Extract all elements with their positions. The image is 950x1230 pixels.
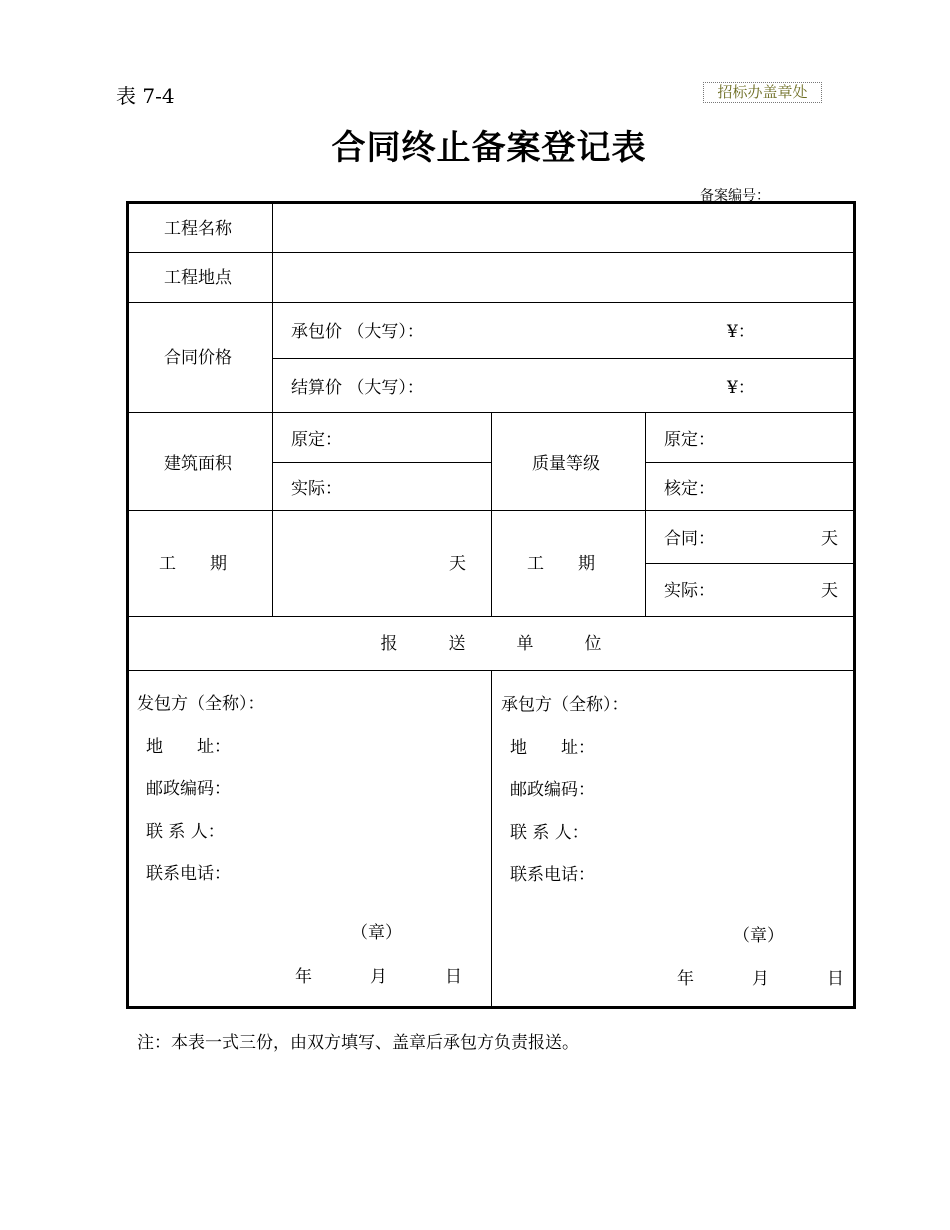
contractor-day: 日: [827, 969, 844, 989]
row-divider: [645, 462, 853, 463]
contractor-postcode-label: 邮政编码：: [510, 780, 595, 800]
row-divider: [272, 358, 853, 359]
owner-phone-label: 联系电话：: [146, 864, 231, 884]
settlement-amount-label: 结算价 （大写）：: [291, 378, 424, 398]
contract-days-unit: 天: [821, 529, 838, 549]
contract-days-label: 合同：: [664, 529, 715, 549]
building-area-label: 建筑面积: [164, 454, 232, 474]
actual-days-unit: 天: [821, 581, 838, 601]
settlement-amount-yen: ¥：: [727, 378, 755, 398]
quality-planned-label: 原定：: [664, 430, 715, 450]
area-planned-label: 原定：: [291, 430, 342, 450]
quality-verified-label: 核定：: [664, 479, 715, 499]
owner-month: 月: [370, 967, 387, 987]
project-name-label: 工程名称: [164, 219, 232, 239]
form-title: 合同终止备案登记表: [331, 128, 647, 168]
owner-name-label: 发包方（全称）：: [137, 694, 265, 714]
owner-contact-label: 联 系 人：: [146, 822, 225, 842]
quality-grade-label: 质量等级: [532, 454, 600, 474]
owner-day: 日: [445, 967, 462, 987]
owner-address-label: 地 址：: [146, 737, 231, 757]
contractor-phone-label: 联系电话：: [510, 865, 595, 885]
construction-period-label: 工 期: [159, 554, 227, 574]
actual-days-label: 实际：: [664, 581, 715, 601]
owner-year: 年: [295, 967, 312, 987]
period-days-unit: 天: [449, 554, 466, 574]
area-actual-label: 实际：: [291, 479, 342, 499]
contract-amount-yen: ¥：: [727, 322, 755, 342]
table-number: 表 7-4: [116, 84, 175, 108]
contractor-address-label: 地 址：: [510, 738, 595, 758]
contractor-seal: （章）: [733, 926, 784, 946]
contractor-month: 月: [752, 969, 769, 989]
contract-price-label: 合同价格: [164, 348, 232, 368]
column-divider: [491, 412, 492, 616]
owner-seal: （章）: [351, 923, 402, 943]
record-number-label: 备案编号：: [700, 188, 770, 204]
footnote: 注：本表一式三份，由双方填写、盖章后承包方负责报送。: [137, 1033, 579, 1053]
contractor-year: 年: [677, 969, 694, 989]
row-divider: [129, 302, 853, 303]
column-divider: [272, 204, 273, 616]
row-divider: [272, 462, 491, 463]
column-divider: [645, 412, 646, 616]
stamp-area-label: 招标办盖章处: [703, 82, 822, 103]
contract-amount-label: 承包价 （大写）：: [291, 322, 424, 342]
contractor-contact-label: 联 系 人：: [510, 823, 589, 843]
construction-period-label-2: 工 期: [527, 554, 595, 574]
row-divider: [129, 616, 853, 617]
contractor-name-label: 承包方（全称）：: [501, 695, 629, 715]
column-divider: [491, 670, 492, 1006]
row-divider: [645, 563, 853, 564]
registration-table: [126, 201, 856, 1009]
submitting-units-heading: 报 送 单 位: [380, 634, 602, 654]
owner-postcode-label: 邮政编码：: [146, 779, 231, 799]
project-location-label: 工程地点: [164, 268, 232, 288]
row-divider: [129, 252, 853, 253]
